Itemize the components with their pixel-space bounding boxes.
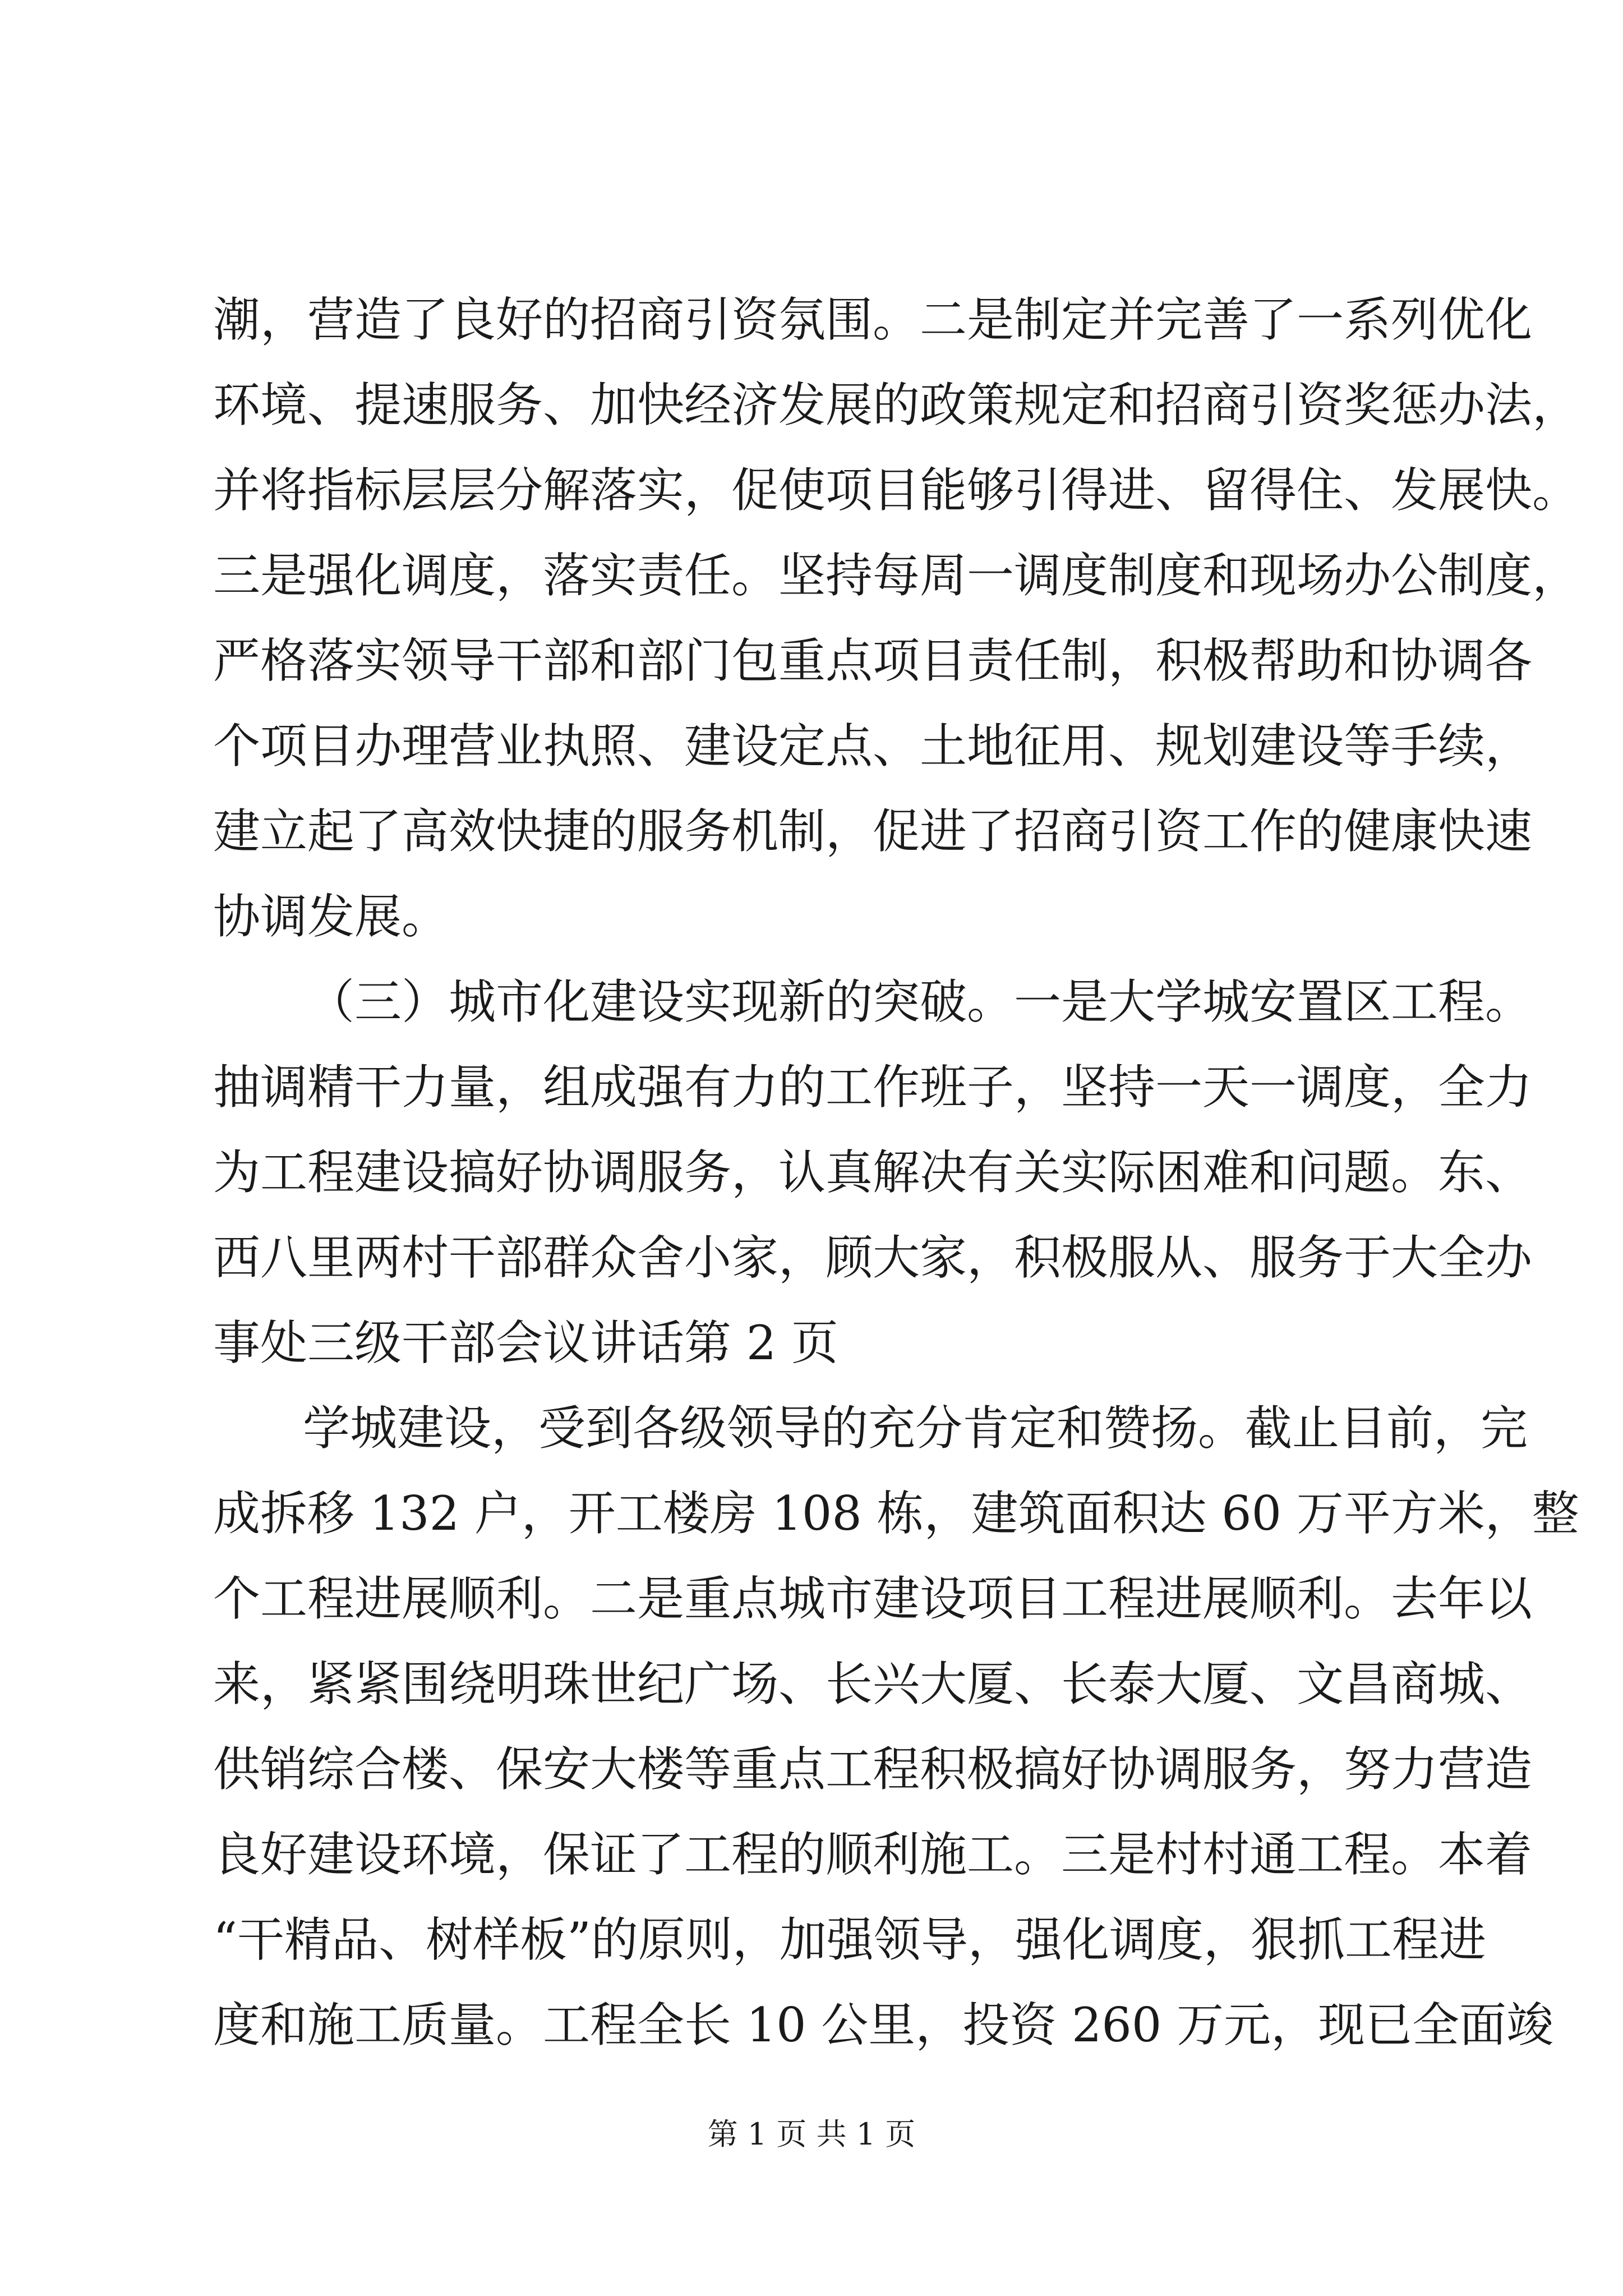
text-line: 为工程建设搞好协调服务，认真解决有关实际困难和问题。东、 (213, 1145, 1533, 1200)
text-line: 严格落实领导干部和部门包重点项目责任制，积极帮助和协调各 (213, 633, 1533, 688)
text-line: 环境、提速服务、加快经济发展的政策规定和招商引资奖惩办法， (213, 378, 1580, 432)
text-line: 成拆移 132 户，开工楼房 108 栋，建筑面积达 60 万平方米，整 (213, 1486, 1579, 1541)
text-line: 来，紧紧围绕明珠世纪广场、长兴大厦、长泰大厦、文昌商城、 (213, 1657, 1533, 1711)
text-line: 建立起了高效快捷的服务机制，促进了招商引资工作的健康快速 (213, 804, 1533, 859)
text-line: 三是强化调度，落实责任。坚持每周一调度制度和现场办公制度， (213, 548, 1580, 603)
text-line: 潮，营造了良好的招商引资氛围。二是制定并完善了一系列优化 (213, 292, 1533, 347)
text-line: 事处三级干部会议讲话第 2 页 (213, 1315, 838, 1370)
text-line: 个工程进展顺利。二是重点城市建设项目工程进展顺利。去年以 (213, 1571, 1533, 1626)
text-line: 并将指标层层分解落实，促使项目能够引得进、留得住、发展快。 (213, 463, 1580, 518)
text-line: 供销综合楼、保安大楼等重点工程积极搞好协调服务，努力营造 (213, 1742, 1533, 1797)
text-line: 良好建设环境，保证了工程的顺利施工。三是村村通工程。本着 (213, 1827, 1533, 1882)
text-line: 西八里两村干部群众舍小家，顾大家，积极服从、服务于大全办 (213, 1230, 1533, 1285)
text-line: 协调发展。 (213, 889, 449, 944)
text-line: “干精品、树样板”的原则，加强领导，强化调度，狠抓工程进 (213, 1912, 1486, 1967)
text-line: 度和施工质量。工程全长 10 公里，投资 260 万元，现已全面竣 (213, 1998, 1554, 2053)
page-footer: 第 1 页 共 1 页 (707, 2116, 916, 2152)
text-line: 个项目办理营业执照、建设定点、土地征用、规划建设等手续， (213, 719, 1533, 774)
text-line: 学城建设，受到各级领导的充分肯定和赞扬。截止目前，完 (303, 1401, 1528, 1456)
text-line: 抽调精干力量，组成强有力的工作班子，坚持一天一调度，全力 (213, 1060, 1533, 1115)
section-heading-line: （三）城市化建设实现新的突破。一是大学城安置区工程。 (307, 974, 1533, 1029)
